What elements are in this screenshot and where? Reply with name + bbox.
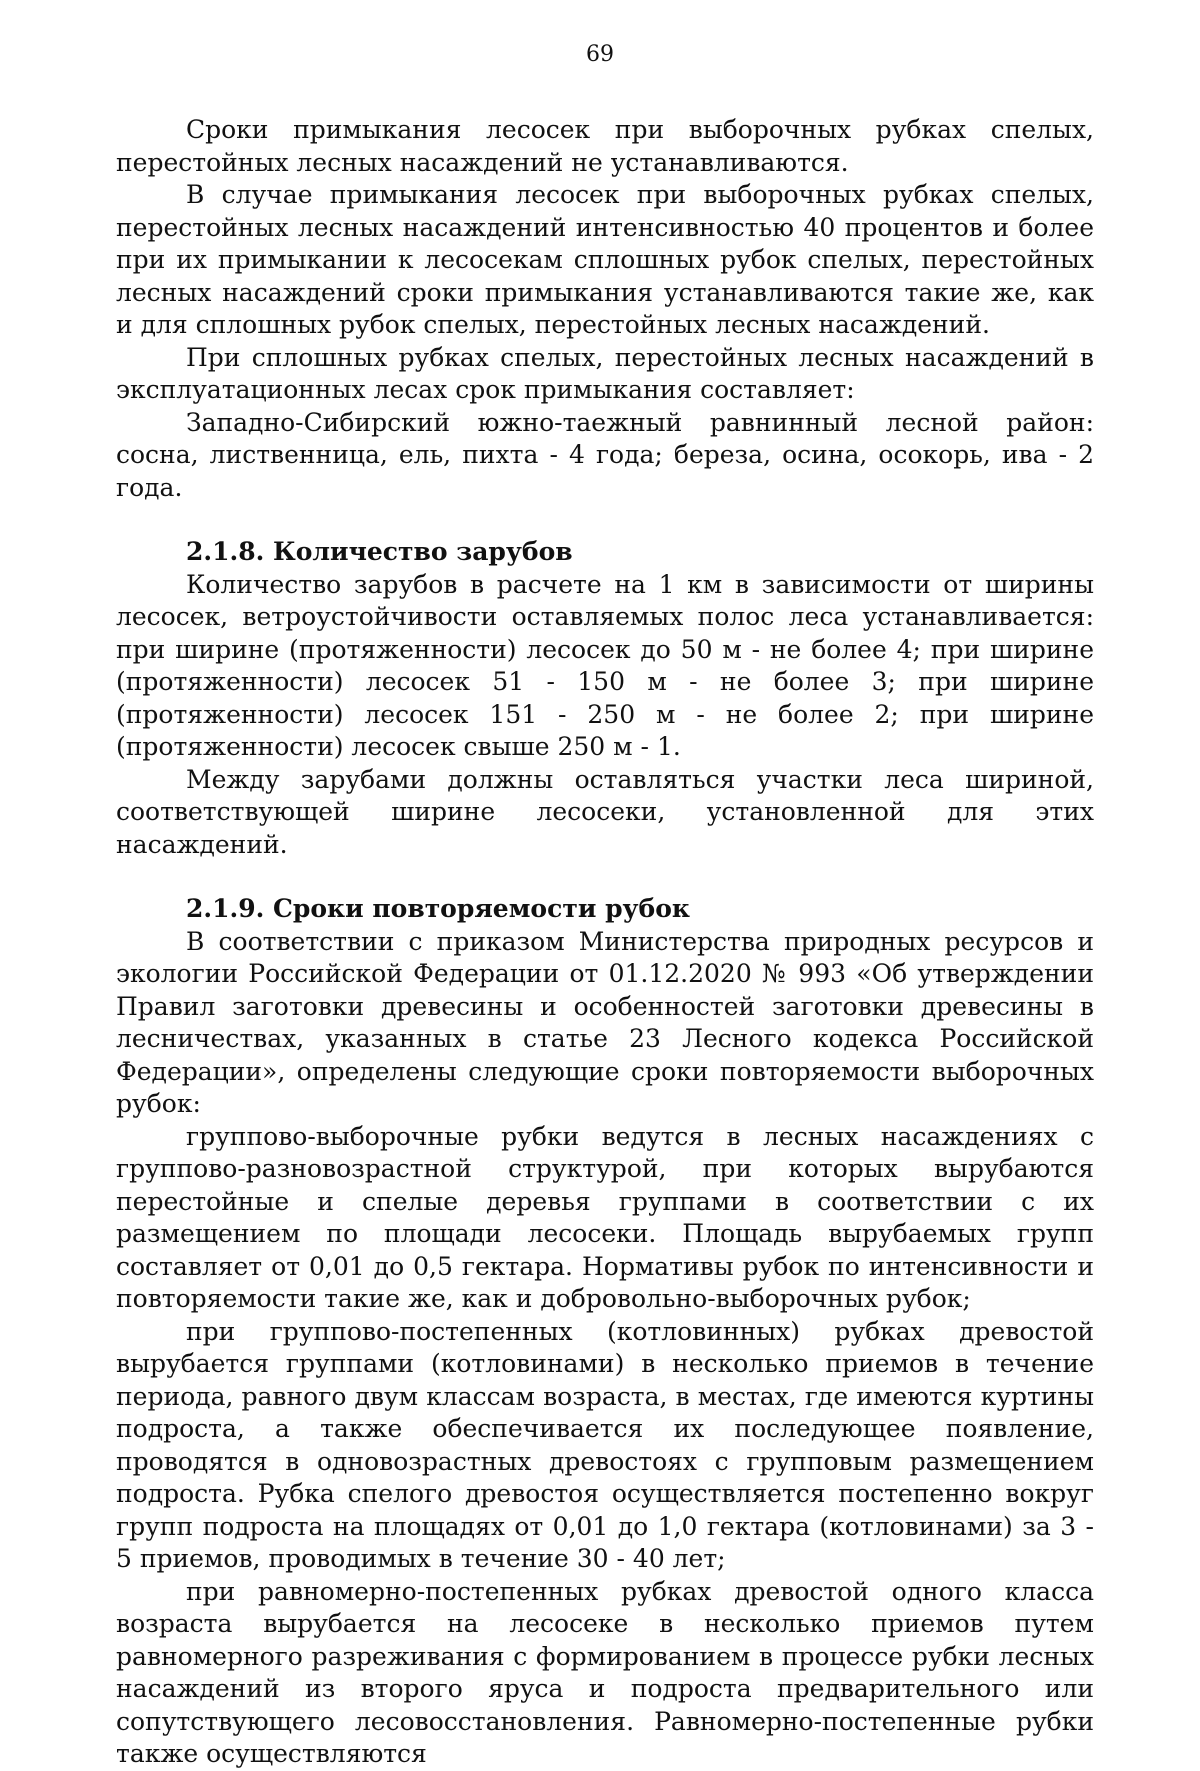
section-heading-2-1-8: 2.1.8. Количество зарубов	[186, 537, 573, 566]
paragraph-forest-district: Западно-Сибирский южно-таежный равнинный лесной район: сосна, лиственница, ель, пихта - 4 года; береза, осина, осокорь, ива - 2 года.	[116, 407, 1094, 502]
section-heading-2-1-9: 2.1.9. Сроки повторяемости рубок	[186, 894, 690, 923]
paragraph-order-reference: В соответствии с приказом Министерства природных ресурсов и экологии Российской Федерации от 01.12.2020 № 993 «Об утверждении Правил заготовки древесины и особенностей заготовки древесины в лесничествах, указанных в статье 23 Лесного кодекса Российской Федерации», определены следующие сроки повторяемости выборочных рубок:	[116, 926, 1094, 1118]
paragraph-between-cuts: Между зарубами должны оставляться участки леса шириной, соответствующей ширине лесосеки, установленной для этих насаждений.	[116, 764, 1094, 859]
page-content	[116, 114, 1094, 1771]
paragraph-uniform-gradual: при равномерно-постепенных рубках древостой одного класса возраста вырубается на лесосеке в несколько приемов путем равномерного разреживания с формированием в процессе рубки лесных насаждений из второго яруса и подроста предварительного или сопутствующего лесовосстановления. Равномерно-постепенные рубки также осуществляются	[116, 1576, 1094, 1768]
paragraph-cut-count: Количество зарубов в расчете на 1 км в зависимости от ширины лесосек, ветроустойчивости оставляемых полос леса устанавливается: при ширине (протяженности) лесосек до 50 м - не более 4; при ширине (протяженности) лесосек 51 - 150 м - не более 3; при ширине (протяженности) лесосек 151 - 250 м - не более 2; при ширине (протяженности) лесосек свыше 250 м - 1.	[116, 569, 1094, 761]
paragraph-adjacency-selective: Сроки примыкания лесосек при выборочных рубках спелых, перестойных лесных насаждений не устанавливаются.	[116, 115, 1094, 177]
paragraph-clear-cut-adjacency: При сплошных рубках спелых, перестойных лесных насаждений в эксплуатационных лесах срок примыкания составляет:	[116, 342, 1094, 404]
paragraph-group-gradual: при группово-постепенных (котловинных) рубках древостой вырубается группами (котловинами) в несколько приемов в течение периода, равного двум классам возраста, в местах, где имеются куртины подроста, а также обеспечивается их последующее появление, проводятся в одновозрастных древостоях с групповым размещением подроста. Рубка спелого древостоя осуществляется постепенно вокруг групп подроста на площадях от 0,01 до 1,0 гектара (котловинами) за 3 - 5 приемов, проводимых в течение 30 - 40 лет;	[116, 1316, 1094, 1573]
paragraph-adjacency-intensity: В случае примыкания лесосек при выборочных рубках спелых, перестойных лесных насаждений интенсивностью 40 процентов и более при их примыкании к лесосекам сплошных рубок спелых, перестойных лесных насаждений сроки примыкания устанавливаются такие же, как и для сплошных рубок спелых, перестойных лесных насаждений.	[116, 180, 1094, 339]
page-number: 69	[586, 42, 614, 67]
paragraph-group-selective: группово-выборочные рубки ведутся в лесных насаждениях с группово-разновозрастной структурой, при которых вырубаются перестойные и спелые деревья группами в соответствии с их размещением по площади лесосеки. Площадь вырубаемых групп составляет от 0,01 до 0,5 гектара. Нормативы рубок по интенсивности и повторяемости такие же, как и добровольно-выборочных рубок;	[116, 1121, 1094, 1313]
